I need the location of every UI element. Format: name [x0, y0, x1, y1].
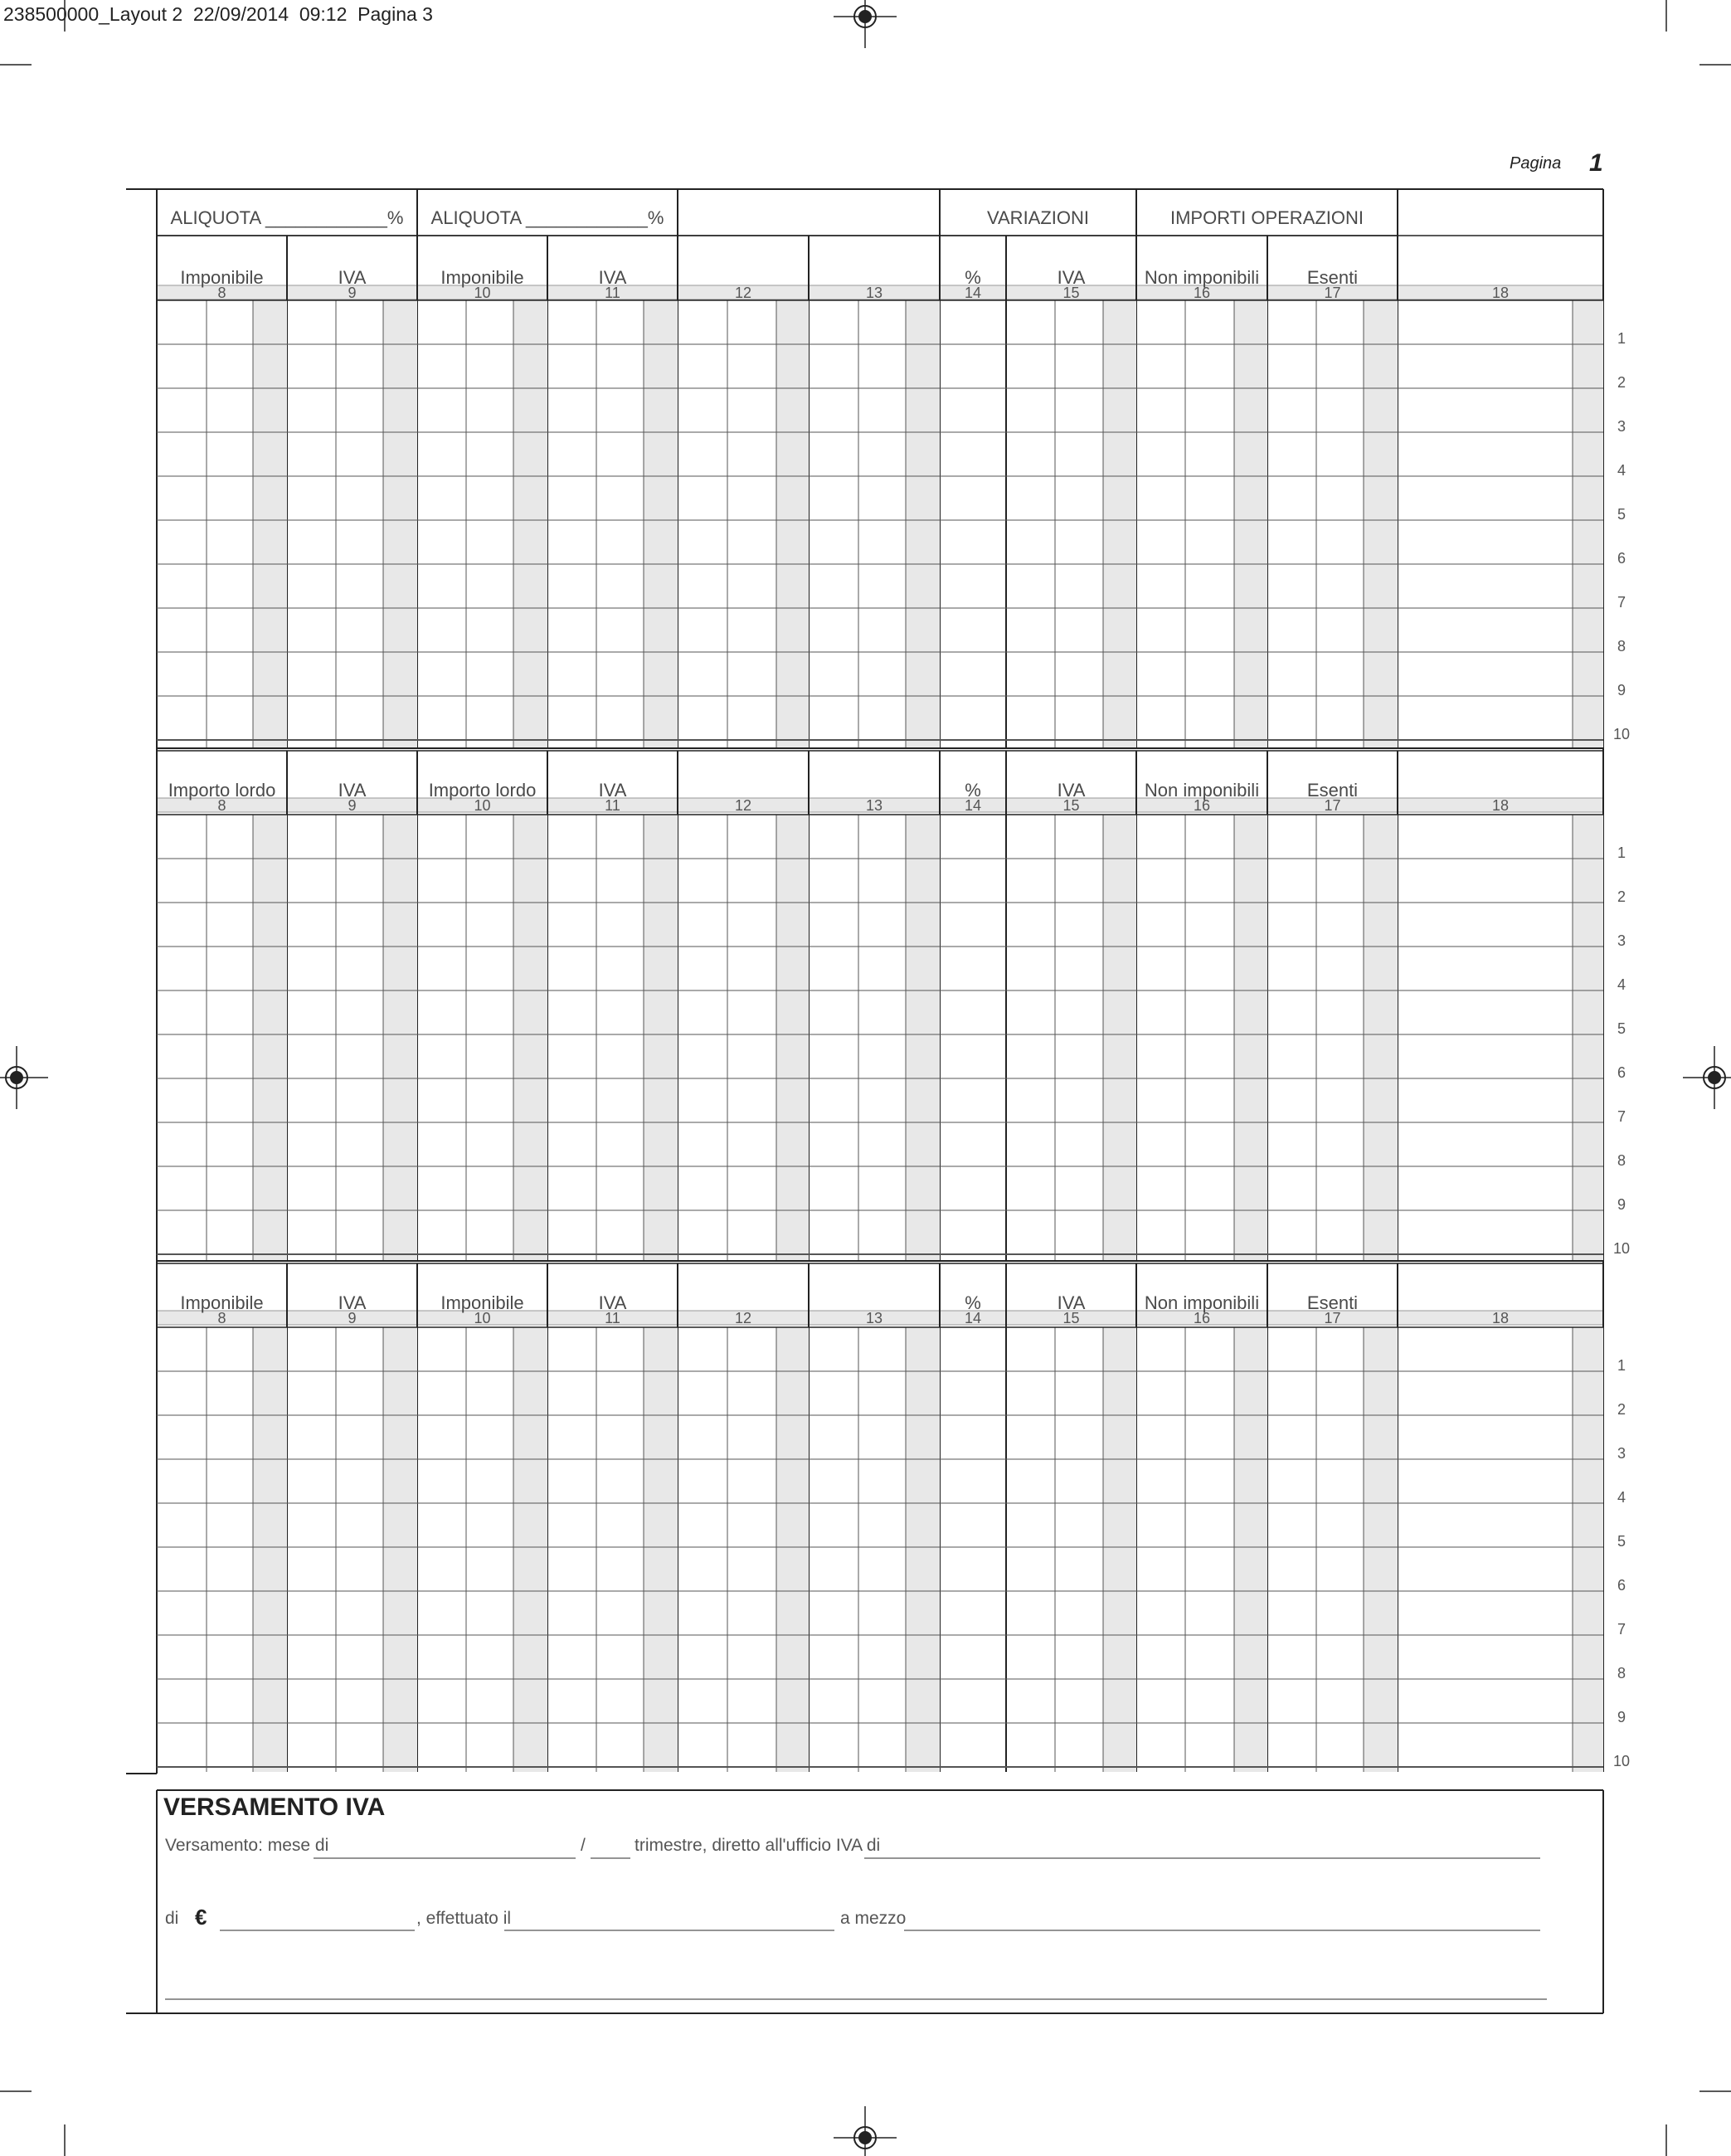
column-number: 8: [217, 285, 226, 301]
column-number: 15: [1062, 797, 1080, 814]
row-number: 8: [1617, 638, 1626, 655]
row-number: 3: [1617, 1445, 1626, 1462]
column-number: 8: [217, 797, 226, 814]
column-number: 12: [734, 285, 752, 301]
column-number: 9: [348, 797, 357, 814]
column-header: IVA: [1057, 267, 1086, 288]
shaded-column: [1573, 300, 1603, 748]
row-number: 4: [1617, 462, 1626, 479]
column-header: Non imponibili: [1144, 780, 1260, 801]
shaded-column: [1364, 300, 1398, 748]
file-header: 238500000_Layout 2 22/09/2014 09:12 Pagina 3: [3, 3, 433, 25]
column-header: %: [965, 780, 981, 801]
column-number: 17: [1324, 285, 1341, 301]
column-header: Esenti: [1306, 267, 1359, 288]
shaded-column: [1103, 1327, 1136, 1772]
row-number: 9: [1617, 682, 1626, 698]
row-number: 9: [1617, 1196, 1626, 1213]
shaded-column: [906, 300, 940, 748]
column-header: Importo lordo: [428, 780, 537, 801]
shaded-column: [776, 300, 809, 748]
page-number: 1: [1589, 149, 1603, 177]
shaded-column: [1103, 815, 1136, 1261]
shaded-column: [776, 815, 809, 1261]
row-number: 5: [1617, 1533, 1626, 1550]
column-number: 14: [964, 1310, 982, 1326]
column-number: 10: [474, 285, 491, 301]
versamento-mese-label: Versamento: mese di: [165, 1836, 329, 1855]
row-number: 7: [1617, 1108, 1626, 1125]
row-number: 2: [1617, 374, 1626, 391]
shaded-column: [1234, 815, 1267, 1261]
versamento-title: VERSAMENTO IVA: [163, 1793, 386, 1821]
column-header: %: [965, 1292, 981, 1313]
column-header: Importo lordo: [168, 780, 276, 801]
shaded-column: [644, 815, 678, 1261]
row-number: 10: [1612, 726, 1631, 742]
shaded-column: [1364, 815, 1398, 1261]
row-number: 5: [1617, 506, 1626, 523]
shaded-column: [1103, 300, 1136, 748]
column-number: 11: [605, 797, 620, 814]
row-number: 2: [1617, 1401, 1626, 1418]
shaded-column: [513, 300, 547, 748]
column-number: 10: [474, 797, 491, 814]
shaded-column: [906, 1327, 940, 1772]
column-header: IVA: [598, 267, 627, 288]
importi-operazioni-header: IMPORTI OPERAZIONI: [1169, 207, 1364, 228]
column-number: 16: [1193, 1310, 1211, 1326]
column-header: IVA: [1057, 780, 1086, 801]
row-number: 5: [1617, 1020, 1626, 1037]
shaded-column: [383, 815, 417, 1261]
column-header: IVA: [598, 780, 627, 801]
row-number: 2: [1617, 888, 1626, 905]
row-number: 10: [1612, 1753, 1631, 1769]
row-number: 3: [1617, 418, 1626, 435]
versamento-trimestre-label: trimestre, diretto all'ufficio IVA di: [635, 1836, 881, 1855]
shaded-column: [253, 815, 287, 1261]
column-number: 18: [1491, 285, 1510, 301]
shaded-column: [513, 1327, 547, 1772]
column-header: Non imponibili: [1144, 1292, 1260, 1313]
column-number: 11: [605, 1310, 620, 1326]
row-number: 1: [1617, 844, 1626, 861]
row-number: 8: [1617, 1665, 1626, 1681]
column-header: Imponibile: [180, 1292, 264, 1313]
shaded-column: [1573, 815, 1603, 1261]
page-label: Pagina: [1510, 154, 1562, 173]
row-number: 3: [1617, 932, 1626, 949]
column-number: 10: [474, 1310, 491, 1326]
column-number: 14: [964, 285, 982, 301]
versamento-effettuato-label: , effettuato il: [416, 1909, 512, 1928]
row-number: 1: [1617, 1357, 1626, 1374]
row-number: 10: [1612, 1240, 1631, 1257]
shaded-column: [383, 300, 417, 748]
shaded-column: [1364, 1327, 1398, 1772]
column-header: Esenti: [1306, 1292, 1359, 1313]
shaded-column: [513, 815, 547, 1261]
column-number: 15: [1062, 285, 1080, 301]
row-number: 4: [1617, 1489, 1626, 1506]
row-number: 6: [1617, 1577, 1626, 1594]
shaded-column: [644, 300, 678, 748]
column-header: Imponibile: [440, 267, 524, 288]
column-number: 13: [865, 797, 883, 814]
column-number: 13: [865, 1310, 883, 1326]
column-number: 18: [1491, 1310, 1510, 1326]
column-header: IVA: [338, 780, 367, 801]
column-header: IVA: [338, 267, 367, 288]
row-number: 7: [1617, 1621, 1626, 1638]
column-number: 9: [348, 285, 357, 301]
column-number: 11: [605, 285, 620, 301]
column-number: 9: [348, 1310, 357, 1326]
aliquota-header-1: ALIQUOTA ____________%: [170, 207, 404, 228]
column-number: 16: [1193, 797, 1211, 814]
versamento-di-label: di: [165, 1909, 179, 1928]
column-number: 17: [1324, 797, 1341, 814]
column-header: IVA: [1057, 1292, 1086, 1313]
column-number: 15: [1062, 1310, 1080, 1326]
column-number: 17: [1324, 1310, 1341, 1326]
row-number: 7: [1617, 594, 1626, 611]
column-header: Imponibile: [440, 1292, 524, 1313]
shaded-column: [253, 300, 287, 748]
variazioni-header: VARIAZIONI: [986, 207, 1090, 228]
column-header: Esenti: [1306, 780, 1359, 801]
shaded-column: [1573, 1327, 1603, 1772]
row-number: 6: [1617, 550, 1626, 567]
column-header: IVA: [598, 1292, 627, 1313]
column-header: Non imponibili: [1144, 267, 1260, 288]
versamento-slash: /: [581, 1836, 586, 1855]
column-number: 12: [734, 797, 752, 814]
column-header: %: [965, 267, 981, 288]
shaded-column: [253, 1327, 287, 1772]
row-number: 4: [1617, 976, 1626, 993]
column-header: IVA: [338, 1292, 367, 1313]
column-number: 12: [734, 1310, 752, 1326]
row-number: 1: [1617, 330, 1626, 347]
column-number: 18: [1491, 797, 1510, 814]
shaded-column: [383, 1327, 417, 1772]
column-number: 8: [217, 1310, 226, 1326]
column-number: 14: [964, 797, 982, 814]
shaded-column: [1234, 1327, 1267, 1772]
shaded-column: [776, 1327, 809, 1772]
aliquota-header-2: ALIQUOTA ____________%: [430, 207, 664, 228]
column-header: Imponibile: [180, 267, 264, 288]
versamento-mezzo-label: a mezzo: [840, 1909, 907, 1928]
shaded-column: [1234, 300, 1267, 748]
shaded-column: [644, 1327, 678, 1772]
row-number: 8: [1617, 1152, 1626, 1169]
euro-symbol: €: [195, 1905, 207, 1930]
row-number: 6: [1617, 1064, 1626, 1081]
shaded-column: [906, 815, 940, 1261]
column-number: 16: [1193, 285, 1211, 301]
row-number: 9: [1617, 1709, 1626, 1725]
column-number: 13: [865, 285, 883, 301]
